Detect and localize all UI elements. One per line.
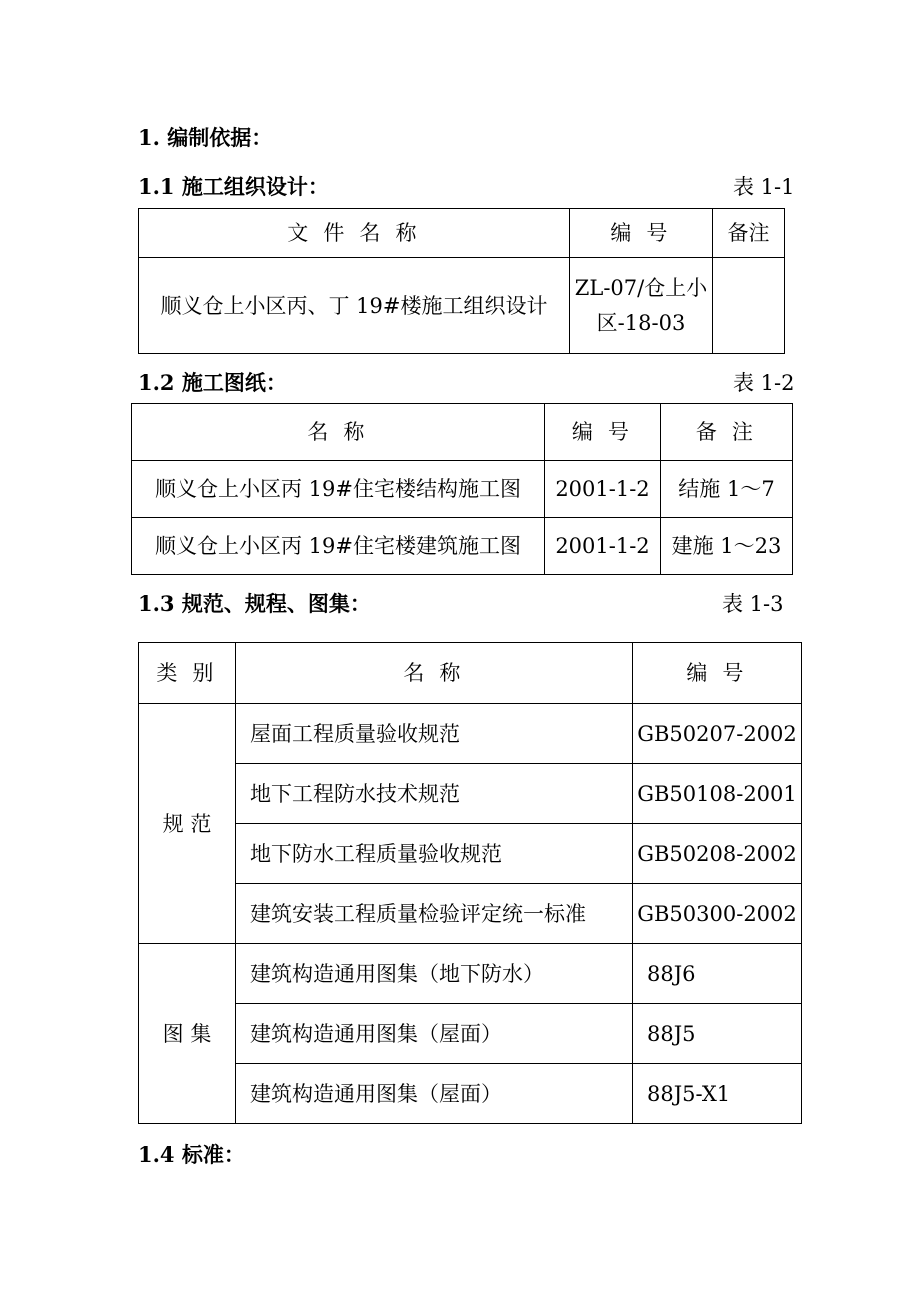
section-1-4-title: 1.4 标准：: [138, 1142, 245, 1167]
category-cell: 图 集: [139, 944, 236, 1124]
standard-code-cell: GB50208-2002: [633, 824, 802, 884]
table-row: [139, 764, 802, 824]
drawing-note-cell: 结施 1～7: [661, 461, 793, 518]
section-1-1-title: 1.1 施工组织设计：: [138, 174, 329, 199]
category-cell: 规 范: [139, 704, 236, 944]
header-cell: 名 称: [236, 643, 633, 704]
section-heading-main: 1. 编制依据：: [138, 125, 273, 150]
standard-code-cell: GB50300-2002: [633, 884, 802, 944]
table-1-3-label: 表 1-3: [722, 592, 784, 616]
drawing-name-cell: 顺义仓上小区丙 19#住宅楼建筑施工图: [132, 518, 545, 575]
doc-name-cell: 顺义仓上小区丙、丁 19#楼施工组织设计: [139, 258, 570, 354]
table-1-2: [131, 403, 793, 575]
standard-name-cell: 建筑安装工程质量检验评定统一标准: [236, 884, 633, 944]
atlas-name-cell: 建筑构造通用图集（地下防水）: [236, 944, 633, 1004]
header-cell: 名 称: [132, 404, 545, 461]
header-cell: 备 注: [661, 404, 793, 461]
table-1-1: [138, 208, 785, 354]
drawing-code-cell: 2001-1-2: [545, 461, 661, 518]
header-cell: 编 号: [545, 404, 661, 461]
atlas-code-cell: 88J5: [633, 1004, 802, 1064]
table-1-2-label: 表 1-2: [733, 371, 795, 395]
drawing-note-cell: 建施 1～23: [661, 518, 793, 575]
header-cell: 编 号: [570, 209, 713, 258]
table-row: [139, 884, 802, 944]
doc-code-cell: ZL-07/仓上小区-18-03: [570, 258, 713, 354]
doc-note-cell: [713, 258, 785, 354]
drawing-code-cell: 2001-1-2: [545, 518, 661, 575]
table-header-row: [139, 209, 785, 258]
header-cell: 编 号: [633, 643, 802, 704]
table-row: [139, 1064, 802, 1124]
atlas-name-cell: 建筑构造通用图集（屋面）: [236, 1064, 633, 1124]
table-row: [139, 824, 802, 884]
table-row: [132, 461, 793, 518]
standard-name-cell: 地下工程防水技术规范: [236, 764, 633, 824]
standard-code-cell: GB50108-2001: [633, 764, 802, 824]
atlas-code-cell: 88J6: [633, 944, 802, 1004]
header-cell: 文 件 名 称: [139, 209, 570, 258]
table-row: [132, 518, 793, 575]
drawing-name-cell: 顺义仓上小区丙 19#住宅楼结构施工图: [132, 461, 545, 518]
table-row: [139, 704, 802, 764]
table-row: [139, 258, 785, 354]
atlas-name-cell: 建筑构造通用图集（屋面）: [236, 1004, 633, 1064]
standard-code-cell: GB50207-2002: [633, 704, 802, 764]
table-header-row: [132, 404, 793, 461]
section-1-2-title: 1.2 施工图纸：: [138, 370, 287, 395]
table-row: [139, 1004, 802, 1064]
table-header-row: [139, 643, 802, 704]
table-1-3: [138, 642, 802, 1124]
standard-name-cell: 屋面工程质量验收规范: [236, 704, 633, 764]
section-1-3-title: 1.3 规范、规程、图集：: [138, 591, 371, 616]
table-row: [139, 944, 802, 1004]
header-cell: 备注: [713, 209, 785, 258]
header-cell: 类 别: [139, 643, 236, 704]
table-1-1-label: 表 1-1: [733, 175, 795, 199]
atlas-code-cell: 88J5-X1: [633, 1064, 802, 1124]
standard-name-cell: 地下防水工程质量验收规范: [236, 824, 633, 884]
